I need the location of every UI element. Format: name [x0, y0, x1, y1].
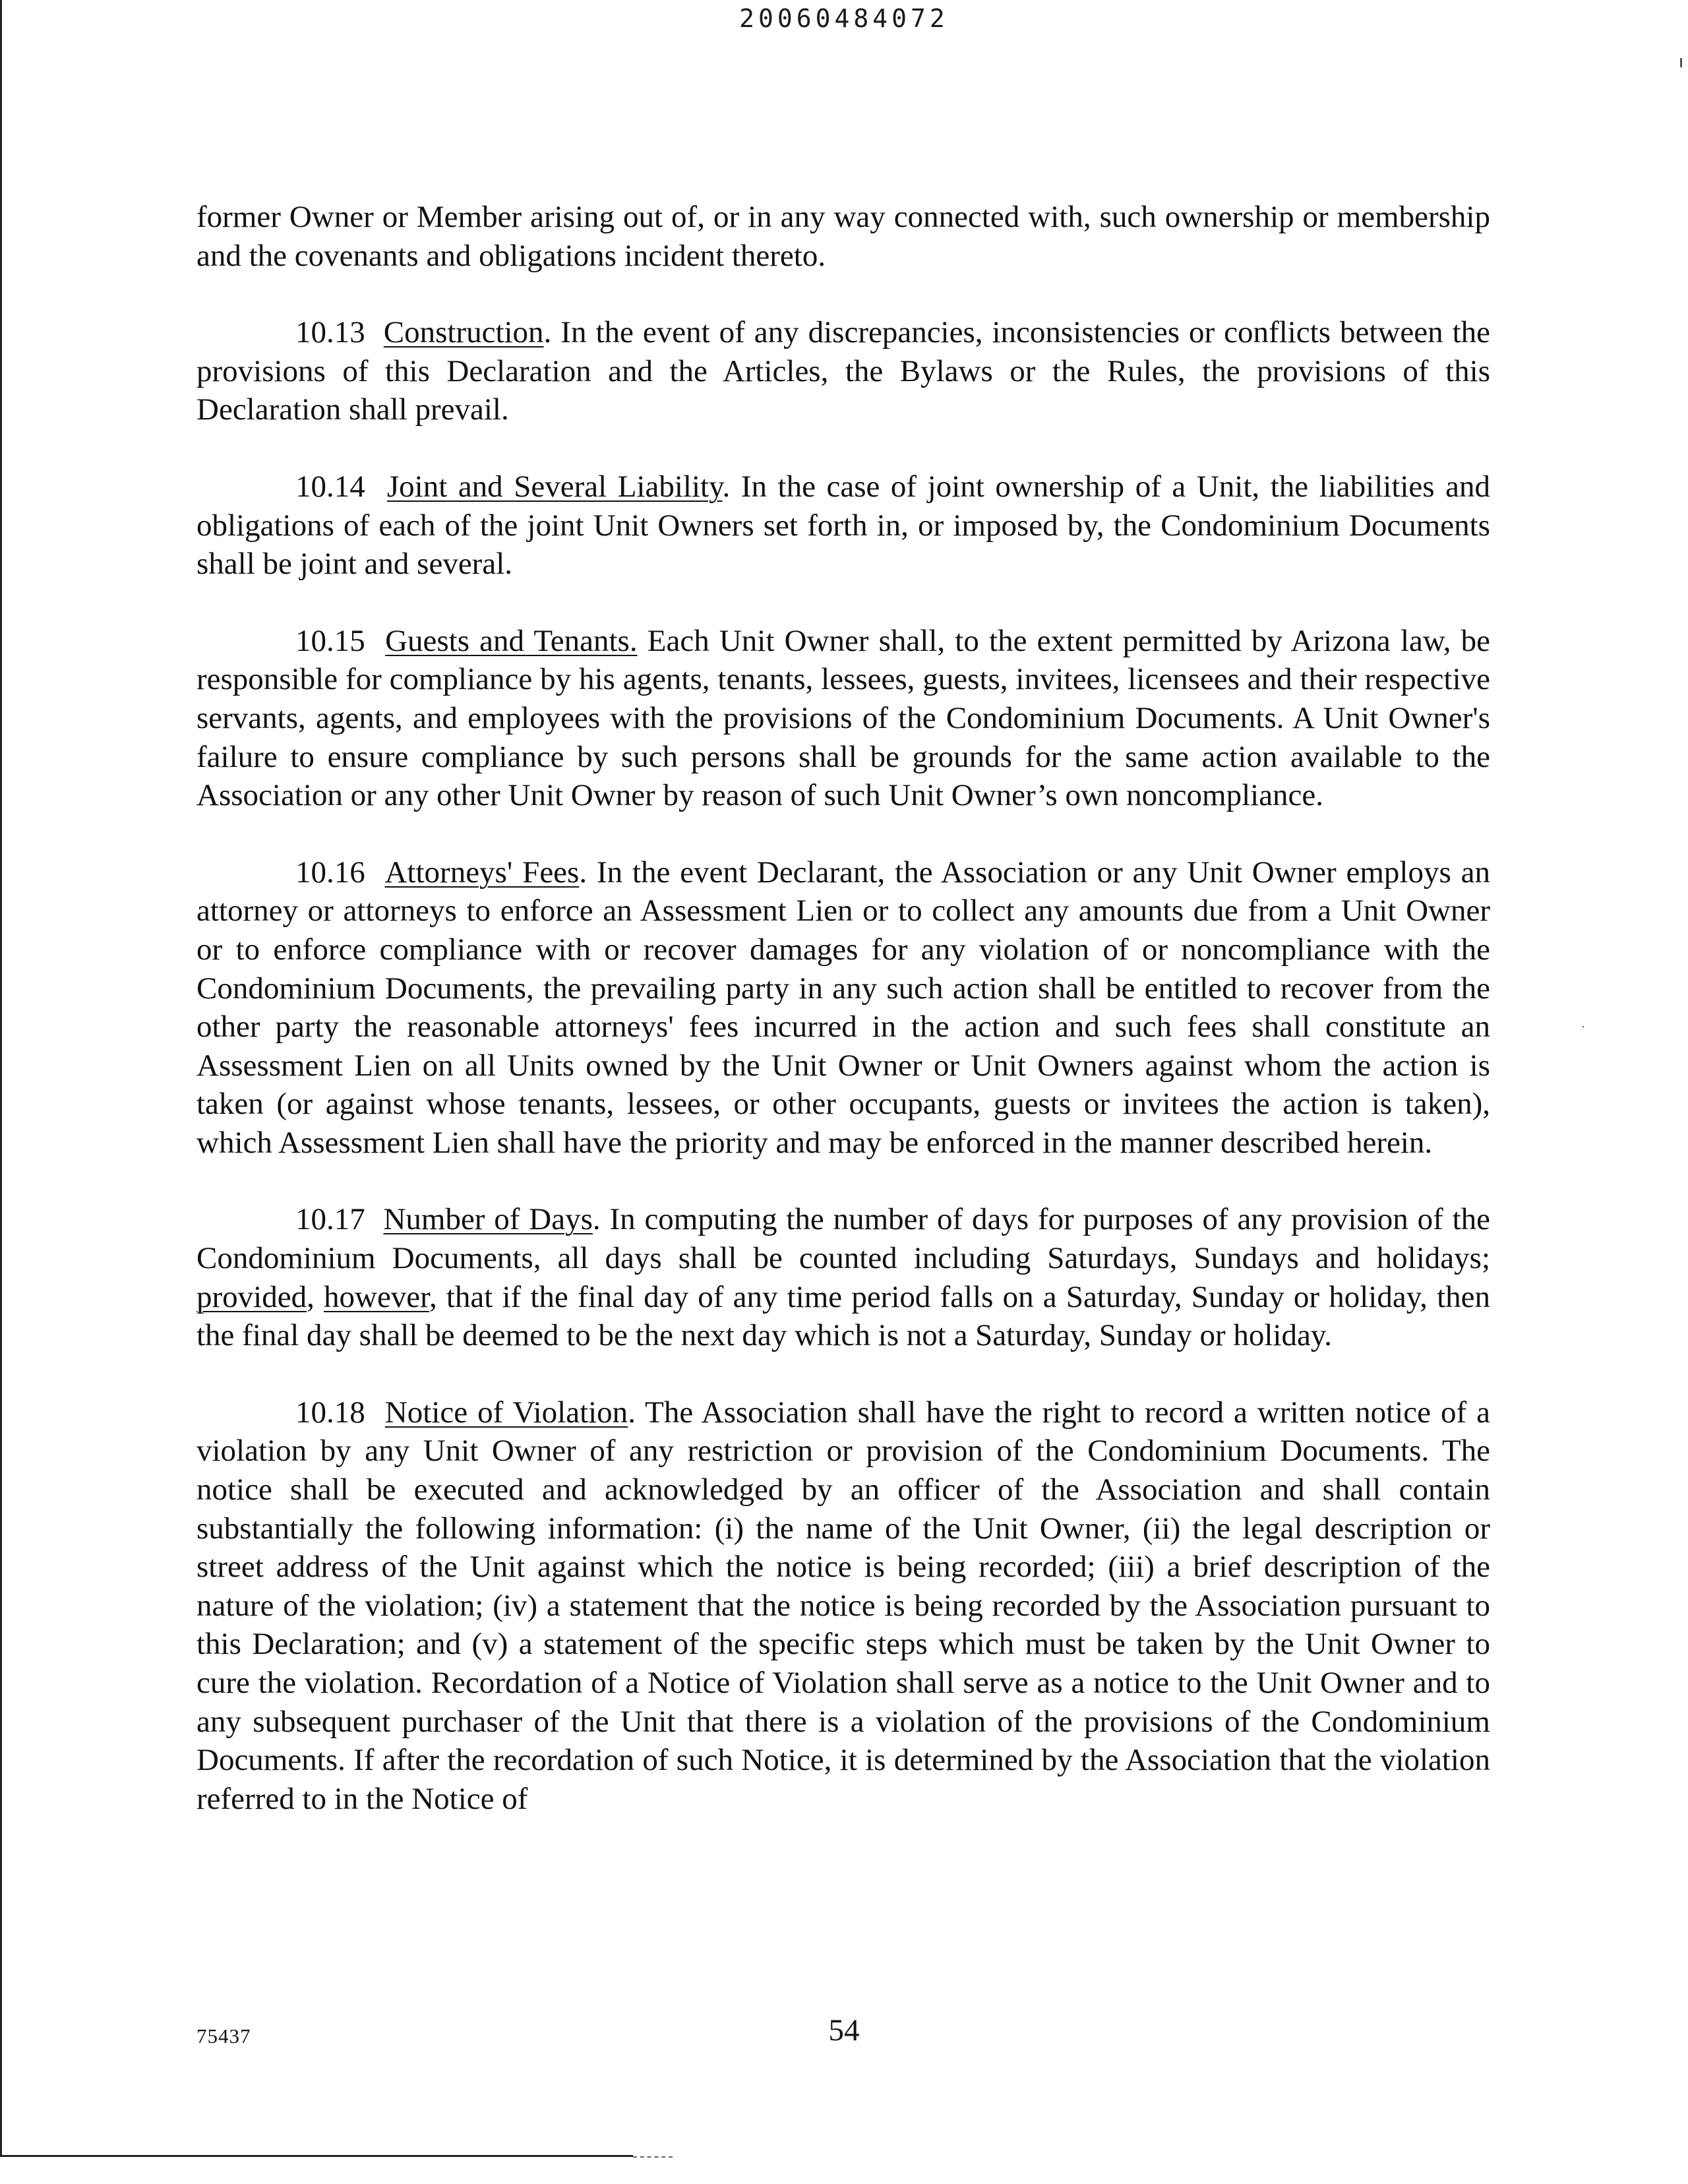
section-10-18	[196, 1393, 1490, 1819]
paragraph-text: In the case of joint ownership of a Unit, the liabilities and obligations of each of the joint Unit Owners set forth in, or imposed by, the Condominium Documents shall be joint and several.	[196, 469, 1491, 582]
scan-border-bottom-faint	[633, 2156, 673, 2159]
paragraph-continuation	[196, 198, 1490, 275]
section-heading: Notice of Violation	[384, 1395, 628, 1430]
section-10-14	[196, 468, 1490, 584]
scan-speck	[1680, 58, 1682, 67]
paragraph-text: In the event of any discrepancies, inconsistencies or conflicts between the provisions of this Declaration and the Articles, the Bylaws or the Rules, the provisions of this Declaration shall prevail.	[196, 315, 1490, 427]
document-body	[196, 198, 1490, 1856]
section-number: 10.17	[295, 1202, 365, 1237]
heading-suffix: .	[722, 469, 731, 504]
section-heading: Guests and Tenants.	[385, 623, 638, 658]
heading-suffix: .	[592, 1202, 601, 1237]
section-number: 10.18	[295, 1395, 365, 1430]
paragraph-text: Each Unit Owner shall, to the extent permitted by Arizona law, be responsible for compliance by his agents, tenants, lessees, guests, invitees, licensees and their respective servants, agents, and employees with the provisions of the Condominium Documents. A Unit Owner's failure to ensure compliance by such persons shall be grounds for the same action available to the Association or any other Unit Owner by reason of such Unit Owner’s own noncompliance.	[196, 623, 1491, 813]
recording-number: 20060484072	[739, 4, 949, 33]
section-number: 10.15	[295, 623, 365, 658]
section-10-17	[196, 1200, 1490, 1354]
heading-suffix: .	[543, 315, 552, 350]
document-id: 75437	[196, 2024, 251, 2048]
paragraph-text: In the event Declarant, the Association or any Unit Owner employs an attorney or attorneys to enforce an Assessment Lien or to collect any amounts due from a Unit Owner or to enforce compliance with or recover damages for any violation of or noncompliance with the Condominium Documents, the prevailing party in any such action shall be entitled to recover from the other party the reasonable attorneys' fees incurred in the action and such fees shall constitute an Assessment Lien on all Units owned by the Unit Owner or Unit Owners against whom the action is taken (or against whose tenants, lessees, or other occupants, guests or invitees the action is taken), which Assessment Lien shall have the priority and may be enforced in the manner described herein.	[196, 855, 1491, 1160]
section-10-15	[196, 622, 1490, 815]
page-number: 54	[828, 2013, 860, 2048]
underlined-term-however: however	[324, 1279, 429, 1314]
paragraph-text: The Association shall have the right to record a written notice of a violation by any Unit Owner of any restriction or provision of the Condominium Documents. The notice shall be executed and acknowledged by an officer of the Association and shall contain substantially the following information: (i) the name of the Unit Owner, (ii) the legal description or street address of the Unit against which the notice is being recorded; (iii) a brief description of the nature of the violation; (iv) a statement that the notice is being recorded by the Association pursuant to this Declaration; and (v) a statement of the specific steps which must be taken by the Unit Owner to cure the violation. Recordation of a Notice of Violation shall serve as a notice to the Unit Owner and to any subsequent purchaser of the Unit that there is a violation of the provisions of the Condominium Documents. If after the recordation of such Notice, it is determined by the Association that the violation referred to in the Notice of	[196, 1395, 1491, 1816]
section-heading: Joint and Several Liability	[386, 469, 723, 504]
term-separator: ,	[307, 1279, 324, 1314]
heading-suffix: .	[579, 855, 588, 890]
paragraph-text: former Owner or Member arising out of, or in any way connected with, such ownership or membership and the covenants and obligations incident thereto.	[196, 200, 1490, 273]
section-10-16	[196, 853, 1490, 1163]
scan-border-bottom	[0, 2155, 633, 2157]
section-number: 10.13	[295, 315, 365, 350]
paragraph-text: In computing the number of days for purposes of any provision of the Condominium Documents, all days shall be counted including Saturdays, Sundays and holidays;	[196, 1202, 1491, 1276]
section-heading: Number of Days	[383, 1202, 593, 1237]
section-heading: Construction	[383, 315, 544, 350]
heading-suffix: .	[628, 1395, 636, 1430]
section-10-13	[196, 313, 1490, 429]
underlined-term-provided: provided	[196, 1279, 307, 1314]
paragraph-text: , that if the final day of any time period falls on a Saturday, Sunday or holiday, then the final day shall be deemed to be the next day which is not a Saturday, Sunday or holiday.	[196, 1279, 1490, 1353]
section-number: 10.16	[295, 855, 365, 890]
section-number: 10.14	[295, 469, 365, 504]
scan-border-left	[0, 0, 2, 2156]
scan-speck	[1582, 1026, 1584, 1027]
section-heading: Attorneys' Fees	[384, 855, 580, 890]
